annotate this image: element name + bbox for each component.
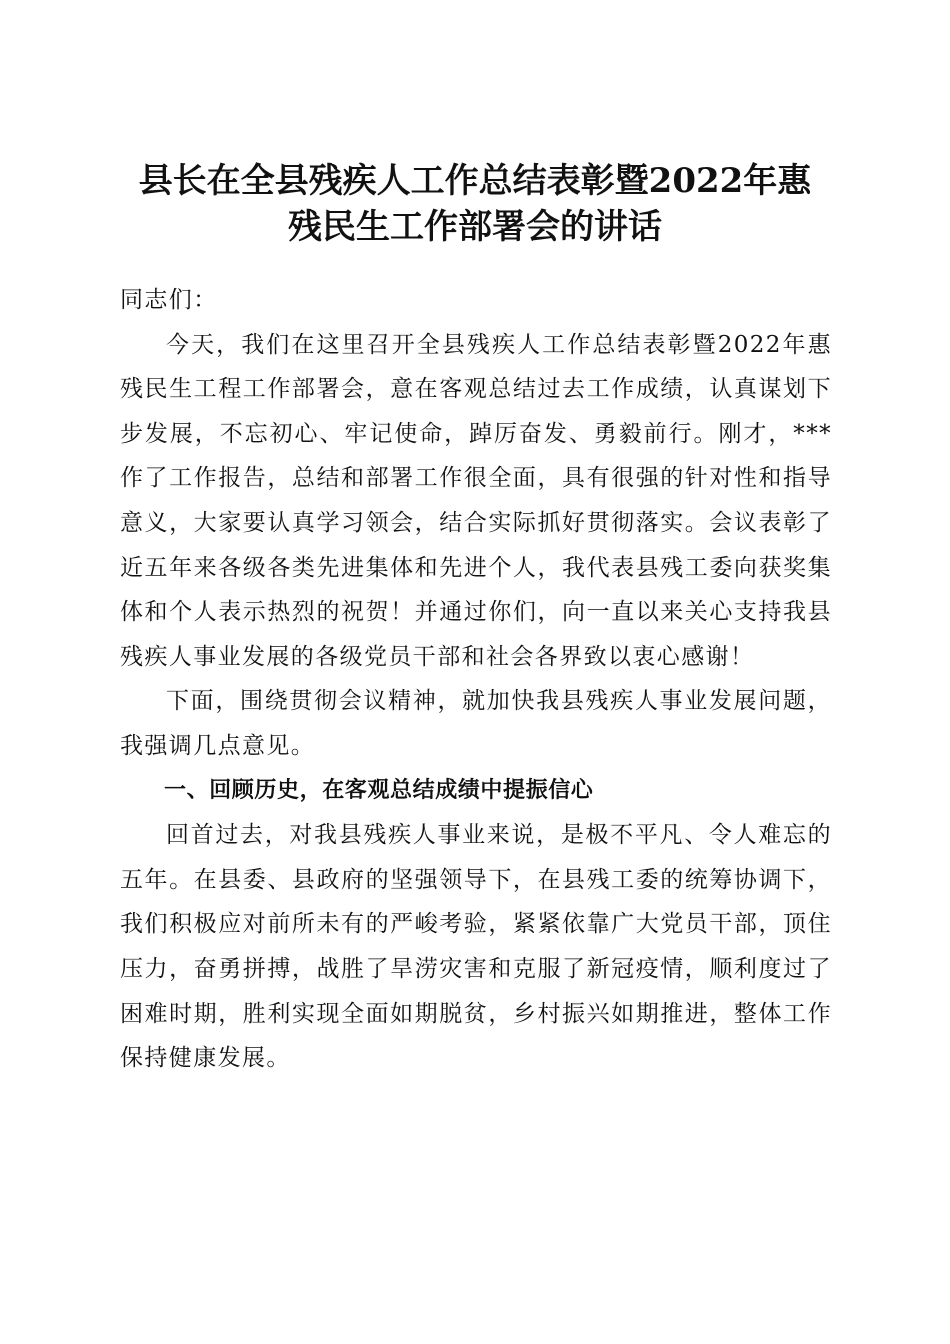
section-heading-1: 一、回顾历史，在客观总结成绩中提振信心 (164, 777, 594, 803)
paragraph-transition: 下面，围绕贯彻会议精神，就加快我县残疾人事业发展问题，我强调几点意见。 (120, 688, 832, 759)
document-title (100, 158, 850, 250)
paragraph-opening: 今天，我们在这里召开全县残疾人工作总结表彰暨2022年惠残民生工程工作部署会，意在客观总结过去工作成绩，认真谋划下步发展，不忘初心、牢记使命，踔厉奋发、勇毅前行。刚才，***作了工作报告，总结和部署工作很全面，具有很强的针对性和指导意义，大家要认真学习领会，结合实际抓好贯彻落实。会议表彰了近五年来各级各类先进集体和先进个人，我代表县残工委向获奖集体和个人表示热烈的祝贺！并通过你们，向一直以来关心支持我县残疾人事业发展的各级党员干部和社会各界致以衷心感谢！ (120, 331, 832, 670)
salutation: 同志们： (120, 287, 218, 313)
document-body (120, 278, 832, 1081)
title-line-2: 残民生工作部署会的讲话 (288, 206, 662, 247)
title-line-1: 县长在全县残疾人工作总结表彰暨2022年惠 (138, 160, 812, 201)
paragraph-section-1: 回首过去，对我县残疾人事业来说，是极不平凡、令人难忘的五年。在县委、县政府的坚强领导下，在县残工委的统筹协调下，我们积极应对前所未有的严峻考验，紧紧依靠广大党员干部，顶住压力，奋勇拼搏，战胜了旱涝灾害和克服了新冠疫情，顺利度过了困难时期，胜利实现全面如期脱贫，乡村振兴如期推进，整体工作保持健康发展。 (120, 822, 832, 1072)
